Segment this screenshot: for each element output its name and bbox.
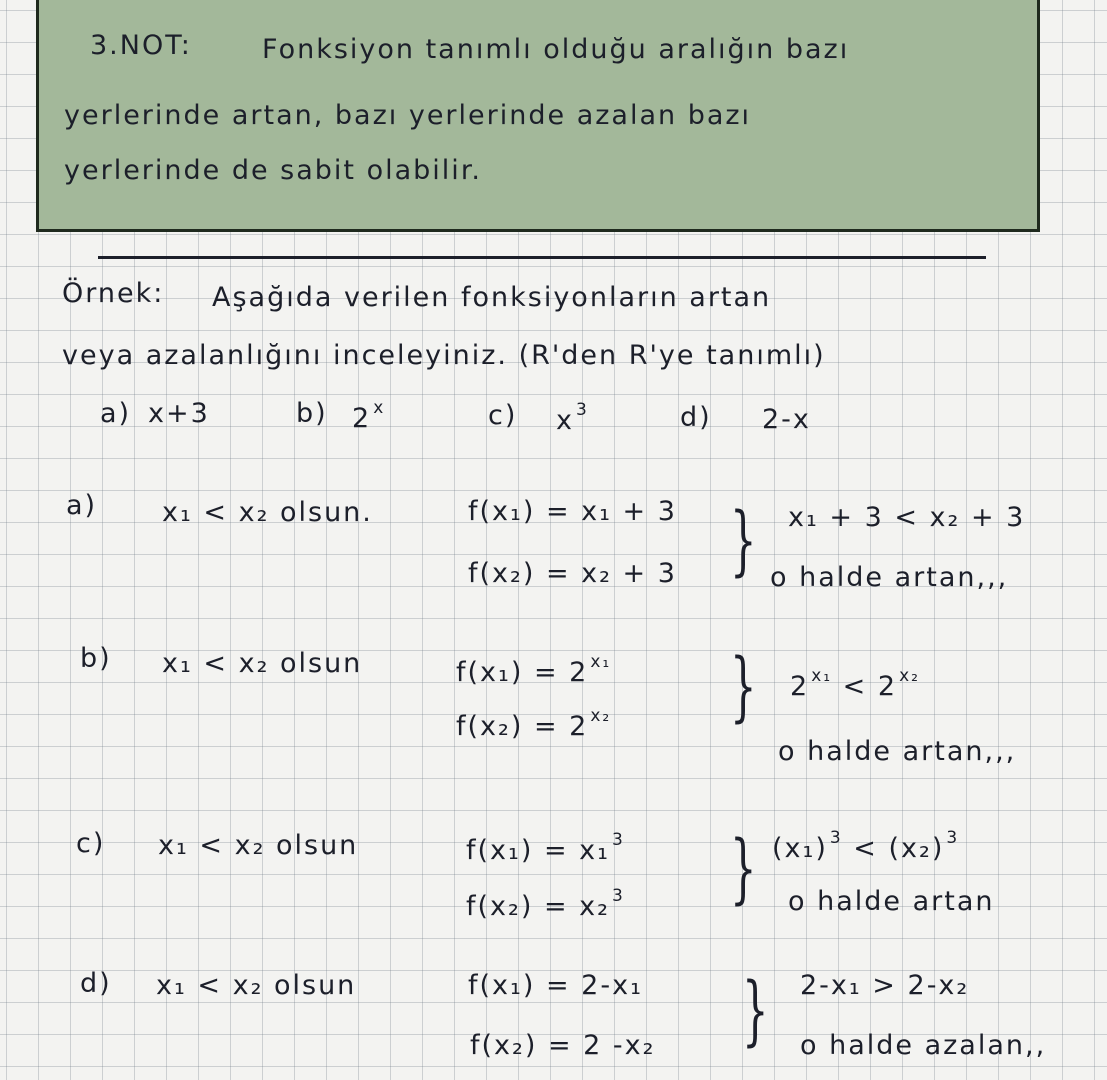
sol-b-r1-exp-a: x₁ — [811, 666, 833, 686]
divider-line — [98, 256, 986, 259]
sol-b-r1-exp-b: x₂ — [899, 666, 920, 686]
sol-b-r1-base: 2 — [790, 671, 810, 702]
sol-b-f1-exp: x₁ — [590, 652, 612, 672]
sol-c-f1 — [466, 830, 625, 866]
sol-c-r1-exp-a: 3 — [829, 828, 843, 848]
sol-c-label: c) — [76, 828, 106, 859]
sol-d-label: d) — [80, 968, 112, 999]
func-d-expr: 2-x — [762, 404, 811, 435]
sol-a-r1: x₁ + 3 < x₂ + 3 — [788, 502, 1026, 533]
sol-b-r2: o halde artan,,, — [778, 736, 1017, 767]
sol-d-f1: f(x₁) = 2-x₁ — [468, 970, 643, 1001]
sol-b-f1-lhs: f(x₁) = 2 — [456, 657, 589, 688]
sol-a-cond: x₁ < x₂ olsun. — [162, 497, 373, 528]
sol-c-f1-lhs: f(x₁) = x₁ — [466, 835, 610, 866]
sol-d-r1: 2-x₁ > 2-x₂ — [800, 970, 970, 1001]
sol-c-f2-exp: 3 — [611, 886, 625, 906]
sol-c-cond: x₁ < x₂ olsun — [158, 830, 359, 861]
sol-d-r2: o halde azalan,, — [800, 1030, 1047, 1061]
func-b-exp: x — [373, 398, 386, 418]
note-label: 3.NOT: — [90, 30, 192, 61]
sol-c-f2 — [466, 886, 625, 922]
example-line-2: veya azalanlığını inceleyiniz. (R'den R'ye tanımlı) — [62, 340, 826, 371]
sol-c-brace: } — [730, 823, 757, 912]
sol-b-r1-mid: < 2 — [842, 671, 898, 702]
sol-a-label: a) — [66, 490, 98, 521]
sol-b-f1 — [456, 652, 611, 688]
func-a-label: a) — [100, 398, 132, 429]
sol-c-r1 — [772, 828, 959, 864]
func-c-expr — [556, 400, 589, 436]
sol-c-f1-exp: 3 — [611, 830, 625, 850]
sol-b-f2-exp: x₂ — [590, 706, 612, 726]
sol-d-f2: f(x₂) = 2 -x₂ — [470, 1030, 656, 1061]
sol-b-f2-lhs: f(x₂) = 2 — [456, 711, 589, 742]
func-c-label: c) — [488, 400, 518, 431]
func-c-base: x — [556, 405, 574, 436]
func-b-expr — [352, 398, 385, 434]
func-c-exp: 3 — [575, 400, 589, 420]
sol-c-f2-lhs: f(x₂) = x₂ — [466, 891, 610, 922]
sol-a-f1: f(x₁) = x₁ + 3 — [468, 496, 677, 527]
sol-b-f2 — [456, 706, 611, 742]
sol-c-r1-exp-b: 3 — [946, 828, 960, 848]
sol-c-r1-mid: < (x₂) — [853, 833, 945, 864]
example-title: Örnek: — [62, 278, 165, 309]
note-line-1: Fonksiyon tanımlı olduğu aralığın bazı — [262, 34, 850, 65]
sol-a-brace: } — [730, 495, 757, 584]
func-d-label: d) — [680, 402, 712, 433]
sol-b-label: b) — [80, 643, 112, 674]
sol-c-r1-a: (x₁) — [772, 833, 828, 864]
sol-d-brace: } — [742, 965, 769, 1054]
sol-c-r2: o halde artan — [788, 886, 995, 917]
func-b-label: b) — [296, 398, 328, 429]
note-line-3: yerlerinde de sabit olabilir. — [64, 155, 483, 186]
note-line-2: yerlerinde artan, bazı yerlerinde azalan bazı — [64, 100, 752, 131]
sol-d-cond: x₁ < x₂ olsun — [156, 970, 357, 1001]
func-a-expr: x+3 — [148, 398, 210, 429]
sol-b-r1 — [790, 666, 920, 702]
sol-a-r2: o halde artan,,, — [770, 562, 1009, 593]
sol-b-brace: } — [730, 641, 757, 730]
sol-a-f2: f(x₂) = x₂ + 3 — [468, 558, 677, 589]
func-b-base: 2 — [352, 403, 372, 434]
sol-b-cond: x₁ < x₂ olsun — [162, 648, 363, 679]
example-line-1: Aşağıda verilen fonksiyonların artan — [212, 282, 772, 313]
